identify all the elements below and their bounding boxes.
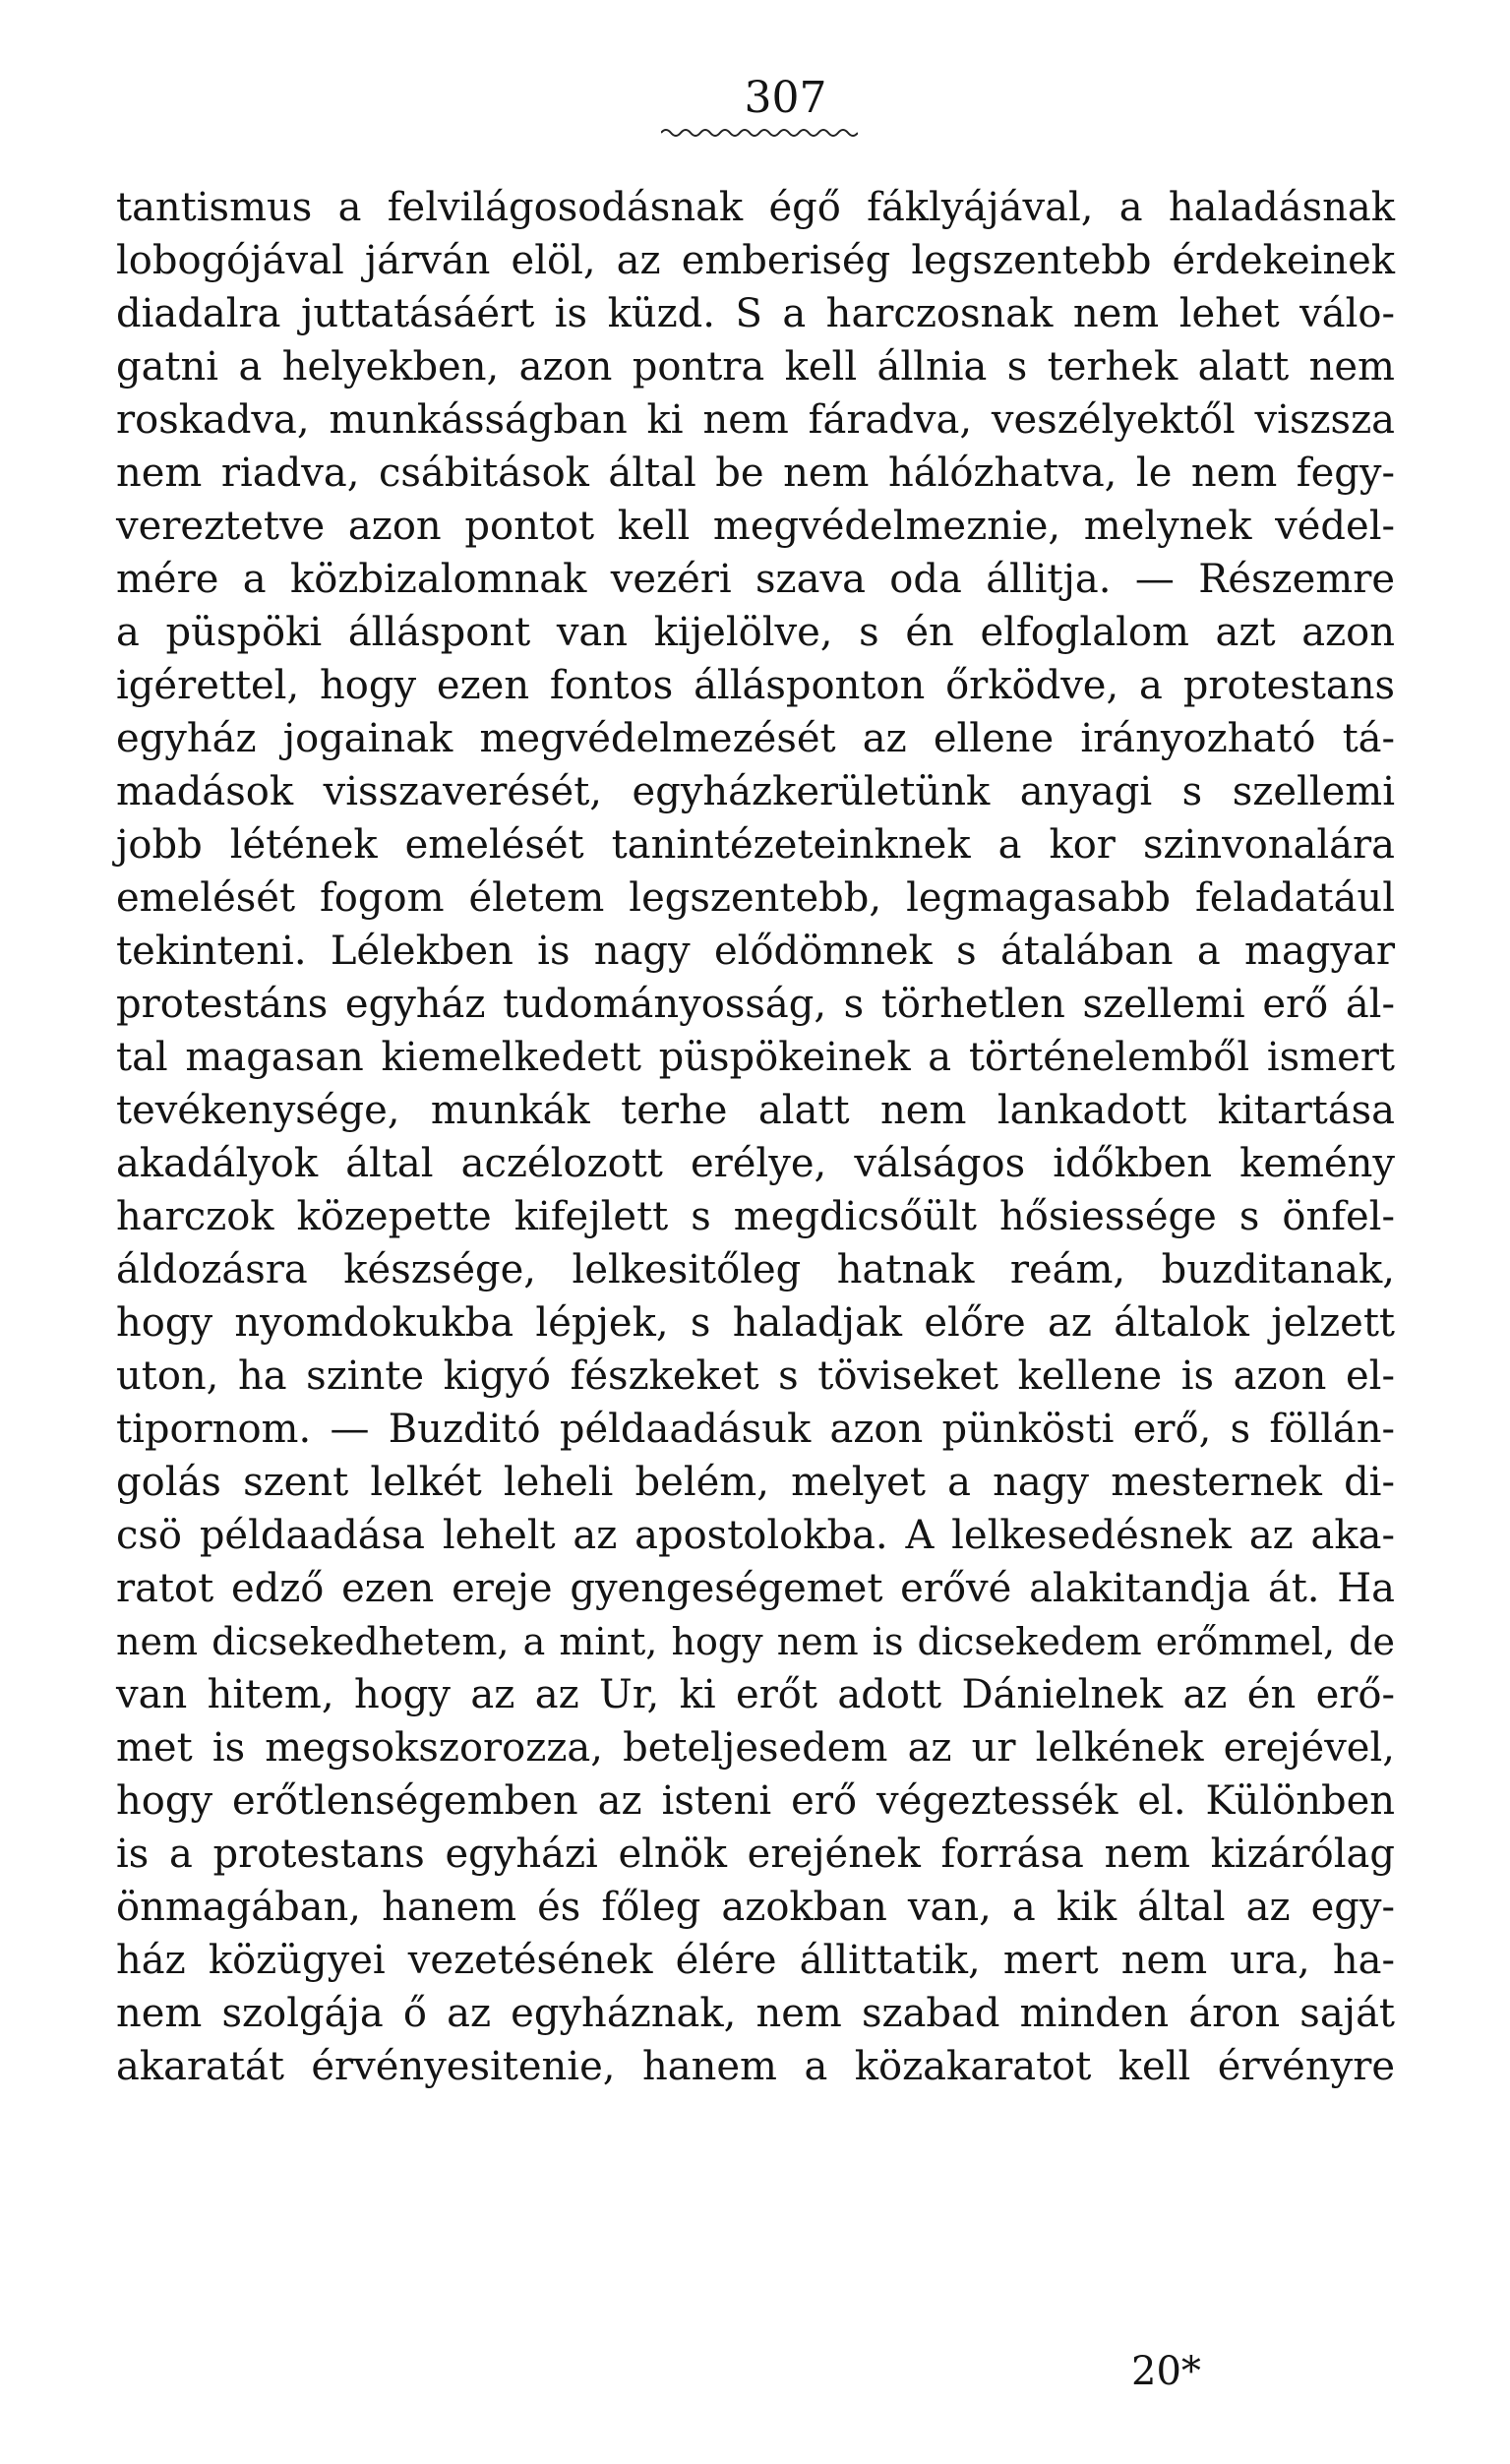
text-line: golás szent lelkét leheli belém, melyet a nagy mesternek di- xyxy=(116,1460,1395,1505)
signature-mark: 20* xyxy=(1131,2349,1201,2394)
ornament-divider xyxy=(661,126,858,140)
text-line: önmagában, hanem és főleg azokban van, a kik által az egy- xyxy=(116,1885,1395,1930)
text-line: diadalra juttatásáért is küzd. S a harczosnak nem lehet válo- xyxy=(116,291,1395,336)
text-line: ház közügyei vezetésének élére állittatik, mert nem ura, ha- xyxy=(116,1938,1395,1983)
text-line: emelését fogom életem legszentebb, legmagasabb feladatául xyxy=(116,875,1395,921)
text-line: tal magasan kiemelkedett püspökeinek a történelemből ismert xyxy=(116,1035,1395,1080)
text-line: tantismus a felvilágosodásnak égő fáklyájával, a haladásnak xyxy=(116,185,1395,230)
text-line: mére a közbizalomnak vezéri szava oda állitja. — Részemre xyxy=(116,557,1395,602)
text-line: akaratát érvényesitenie, hanem a közakaratot kell érvényre xyxy=(116,2044,1395,2089)
text-line: egyház jogainak megvédelmezését az ellene irányozható tá- xyxy=(116,716,1395,761)
text-line: uton, ha szinte kigyó fészkeket s töviseket kellene is azon el- xyxy=(116,1353,1395,1399)
text-line: met is megsokszorozza, beteljesedem az ur lelkének erejével, xyxy=(116,1725,1395,1771)
text-line: nem szolgája ő az egyháznak, nem szabad minden áron saját xyxy=(116,1991,1395,2036)
page-number: 307 xyxy=(744,73,827,123)
text-line: hogy erőtlenségemben az isteni erő végeztessék el. Különben xyxy=(116,1778,1395,1824)
text-line: csö példaadása lehelt az apostolokba. A lelkesedésnek az aka- xyxy=(116,1513,1395,1558)
text-line: áldozásra készsége, lelkesitőleg hatnak reám, buzditanak, xyxy=(116,1247,1395,1292)
text-line: jobb létének emelését tanintézeteinknek a kor szinvonalára xyxy=(116,822,1395,868)
text-line: is a protestans egyházi elnök erejének forrása nem kizárólag xyxy=(116,1832,1395,1877)
text-line: tipornom. — Buzditó példaadásuk azon pünkösti erő, s föllán- xyxy=(116,1407,1395,1452)
text-line: a püspöki álláspont van kijelölve, s én elfoglalom azt azon xyxy=(116,610,1395,655)
body-text xyxy=(116,181,1395,2093)
text-line: lobogójával járván elöl, az emberiség legszentebb érdekeinek xyxy=(116,238,1395,283)
text-line: nem riadva, csábitások által be nem hálózhatva, le nem fegy- xyxy=(116,451,1395,496)
text-line: protestáns egyház tudományosság, s törhetlen szellemi erő ál- xyxy=(116,982,1395,1027)
text-line: nem dicsekedhetem, a mint, hogy nem is dicsekedem erőmmel, de xyxy=(116,1620,1395,1663)
text-line: hogy nyomdokukba lépjek, s haladjak előre az általok jelzett xyxy=(116,1300,1395,1346)
text-line: gatni a helyekben, azon pontra kell állnia s terhek alatt nem xyxy=(116,344,1395,390)
text-line: tekinteni. Lélekben is nagy elődömnek s átalában a magyar xyxy=(116,929,1395,974)
text-line: tevékenysége, munkák terhe alatt nem lankadott kitartása xyxy=(116,1088,1395,1133)
text-line: igérettel, hogy ezen fontos állásponton őrködve, a protestans xyxy=(116,663,1395,708)
text-line: ratot edző ezen ereje gyengeségemet erővé alakitandja át. Ha xyxy=(116,1566,1395,1611)
text-line: van hitem, hogy az az Ur, ki erőt adott Dánielnek az én erő- xyxy=(116,1672,1395,1717)
text-line: akadályok által aczélozott erélye, válságos időkben kemény xyxy=(116,1141,1395,1186)
text-line: harczok közepette kifejlett s megdicsőült hősiessége s önfel- xyxy=(116,1194,1395,1239)
text-line: vereztetve azon pontot kell megvédelmeznie, melynek védel- xyxy=(116,504,1395,549)
text-line: madások visszaverését, egyházkerületünk anyagi s szellemi xyxy=(116,769,1395,814)
text-line: roskadva, munkásságban ki nem fáradva, veszélyektől viszsza xyxy=(116,397,1395,443)
